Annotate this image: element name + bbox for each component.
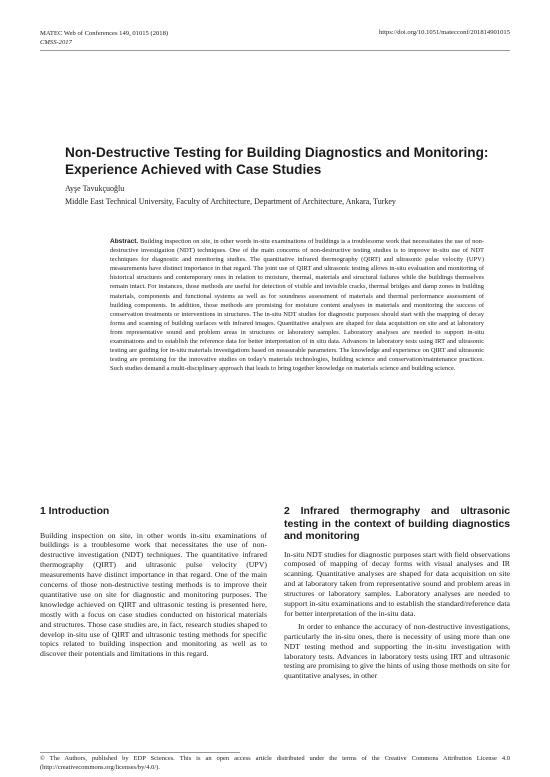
right-column (284, 506, 510, 681)
footer-divider (40, 752, 240, 753)
abstract-label: Abstract. (110, 238, 139, 245)
abstract (110, 237, 484, 373)
journal-citation: MATEC Web of Conferences 149, 01015 (2018) (40, 30, 169, 37)
author-affiliation: Middle East Technical University, Faculty of Architecture, Department of Architecture, Ankara, Turkey (65, 197, 396, 206)
paper-title: Non-Destructive Testing for Building Diagnostics and Monitoring: Experience Achieved with Case Studies (65, 145, 489, 177)
header-divider (40, 50, 510, 51)
license-footer: © The Authors, published by EDP Sciences. This is an open access article distributed under the terms of the Creative Commons Attribution License 4.0 (http://creativecommons.org/licenses/by/4.0/). (40, 755, 510, 771)
conference-series: CMSS-2017 (40, 39, 72, 46)
introduction-paragraph: Building inspection on site, in other words in-situ examinations of buildings is a troublesome work that necessitates the use of non-destructive investigation (NDT) techniques. The quantitative infrared thermography (QIRT) and ultrasonic pulse velocity (UPV) measurements have distinct importance in that regard. One of the main concerns of those non-destructive testing methods is to improve their quantitative use on site for diagnostic and monitoring purposes. The knowledge achieved on QIRT and ultrasonic testing is presented here, mostly with a focus on case studies conducted on historical materials and structures. Those case studies are, in fact, research studies shaped to develop in-situ use of QIRT and ultrasonic testing methods for specific topics related to building inspection and monitoring as well as to discover their potentials and limitations in this regard. (40, 530, 267, 659)
section-heading-infrared: 2 Infrared thermography and ultrasonic testing in the context of building diagnostics and monitoring (284, 506, 510, 542)
doi-link[interactable]: https://doi.org/10.1051/matecconf/201814901015 (378, 29, 510, 36)
section-heading-introduction: 1 Introduction (40, 506, 110, 517)
section2-paragraph-1: In-situ NDT studies for diagnostic purposes start with field observations composed of mapping of decay forms with visual analyses and IR scanning. Quantitative analyses are shaped for data acquisition on site and at laboratory taken from representative sound and problem areas in structures or laboratory samples. Laboratory analyses are needed to support in-situ examinations and to establish the standard/reference data for better interpretation of the in-situ data. (284, 549, 510, 618)
running-header (40, 29, 168, 47)
abstract-text: Building inspection on site, in other words in-situ examinations of buildings is a troublesome work that necessitates the use of non-destructive investigation (NDT) techniques. One of the main concerns of non-destructive testing studies is to improve in-situ use of NDT techniques for diagnostic and monitoring studies. The quantitative infrared thermography (QIRT) and ultrasonic pulse velocity (UPV) measurements have distinct importance in that regard. The joint use of QIRT and ultrasonic testing allows in-situ evaluation and monitoring of historical structures and contemporary ones in relation to moisture, thermal, materials and structural failures while the buildings themselves remain intact. For instances, those methods are useful for detection of visible and invisible cracks, thermal bridges and damp zones in building materials, components and functional systems as well as for soundness assessment of materials and thermal performance assessment of building components. In addition, those methods are promising for moisture content analyses in materials and monitoring the success of conservation treatments or interventions in structures. The in-situ NDT studies for diagnostic purposes should start with the mapping of decay forms and scanning of building surfaces with infrared images. Quantitative analyses are shaped for data acquisition on site and at laboratory from representative sound and problem areas in structures or laboratory samples. Laboratory analyses are needed to support in-situ examinations and to establish the reference data for better interpretation of in situ data. Advances in laboratory tests using IRT and ultrasonic testing are guiding for in-situ materials investigations based on measurable parameters. The knowledge and experience on QIRT and ultrasonic testing are promising for the innovative studies on today's materials technologies, building science and conservation/maintenance practices. Such studies demand a multi-disciplinary approach that leads to bring together knowledge on materials science and building science. (110, 238, 484, 373)
author-name: Ayşe Tavukçuoğlu (65, 184, 125, 193)
section2-paragraph-2: In order to enhance the accuracy of non-destructive investigations, particularly the in-situ ones, there is necessity of using more than one NDT testing method and supporting the in-situ investigation with laboratory tests. Advances in laboratory tests using IRT and ultrasonic testing are promising to give the hints of using those methods on site for quantitative analyses, in other (284, 621, 510, 681)
left-column (40, 506, 267, 659)
